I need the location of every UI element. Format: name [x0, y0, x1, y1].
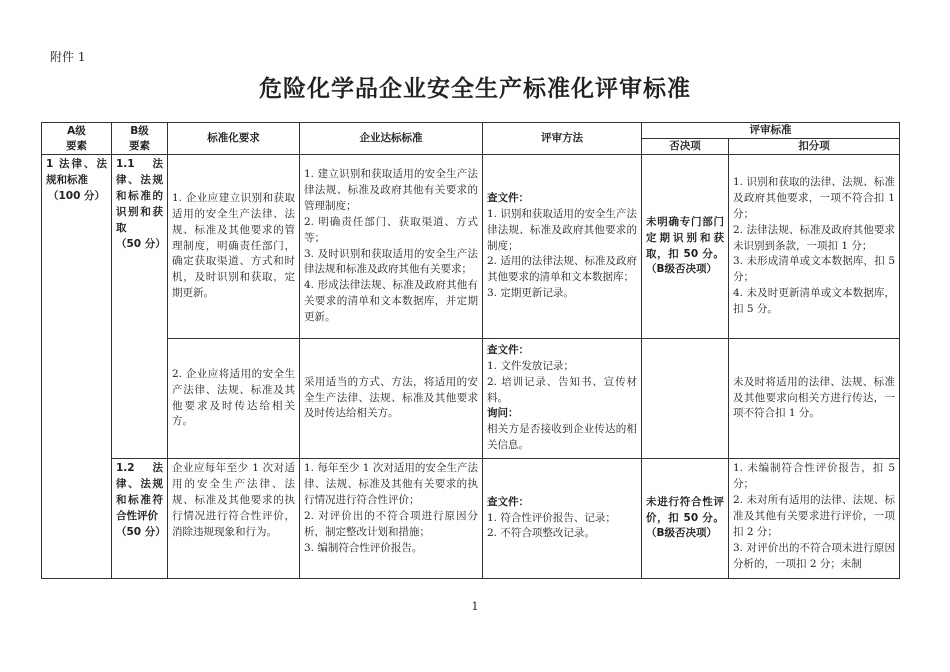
veto-cell: 未明确专门部门定期识别和获取，扣 50 分。（B级否决项） [642, 155, 729, 339]
deduct-cell: 未及时将适用的法律、法规、标准及其他要求向相关方进行传达，一项不符合扣 1 分。 [729, 339, 900, 459]
standard-cell: 采用适当的方式、方法，将适用的安全生产法律、法规、标准及其他要求及时传达给相关方。 [300, 339, 483, 459]
b-element-2-cell: 1.2 法律、法规和标准符合性评价 （50 分） [112, 459, 168, 579]
table-row [42, 339, 900, 459]
deduct-cell: 1. 未编制符合性评价报告，扣 5 分； 2. 未对所有适用的法律、法规、标准及其他有关要求进行评价，一项扣 2 分； 3. 对评价出的不符合项未进行原因分析的，一项扣 2 分；未制 [729, 459, 900, 579]
table-row [42, 155, 900, 339]
header-method: 评审方法 [483, 123, 642, 155]
b-element-1-cell: 1.1 法律、法规和标准的识别和获取 （50 分） [112, 155, 168, 459]
method-cell: 查文件： 1. 识别和获取适用的安全生产法律法规、标准及政府其他要求的制度； 2. 适用的法律法规、标准及政府其他要求的清单和文本数据库； 3. 定期更新记录。 [483, 155, 642, 339]
attachment-label: 附件 1 [50, 50, 86, 64]
a-element-cell: 1 法律、法规和标准 （100 分） [42, 155, 112, 579]
requirement-cell: 2. 企业应将适用的安全生产法律、法规、标准及其他要求及时传达给相关方。 [168, 339, 300, 459]
header-deduct: 扣分项 [729, 139, 900, 155]
header-b-element: B级 要素 [112, 123, 168, 155]
requirement-cell: 1. 企业应建立识别和获取适用的安全生产法律、法规、标准及其他要求的管理制度，明确责任部门，确定获取渠道、方式和时机，及时识别和获取，定期更新。 [168, 155, 300, 339]
standards-table [41, 122, 900, 579]
veto-cell: 未进行符合性评价，扣 50 分。（B级否决项） [642, 459, 729, 579]
header-a-element: A级 要素 [42, 123, 112, 155]
header-veto: 否决项 [642, 139, 729, 155]
table-row [42, 459, 900, 579]
header-standard: 企业达标标准 [300, 123, 483, 155]
deduct-cell: 1. 识别和获取的法律、法规、标准及政府其他要求，一项不符合扣 1 分； 2. 法律法规、标准及政府其他要求未识别到条款，一项扣 1 分； 3. 未形成清单或文本数据库，扣 5 分； 4. 未及时更新清单或文本数据库，扣 5 分。 [729, 155, 900, 339]
method-cell: 查文件： 1. 符合性评价报告、记录； 2. 不符合项整改记录。 [483, 459, 642, 579]
standard-cell: 1. 每年至少 1 次对适用的安全生产法律、法规、标准及其他有关要求的执行情况进行符合性评价； 2. 对评价出的不符合项进行原因分析，制定整改计划和措施； 3. 编制符合性评价报告。 [300, 459, 483, 579]
method-cell: 查文件： 1. 文件发放记录； 2. 培训记录、告知书、宣传材料。 询问： 相关方是否接收到企业传达的相关信息。 [483, 339, 642, 459]
header-criteria: 评审标准 [642, 123, 900, 139]
standard-cell: 1. 建立识别和获取适用的安全生产法律法规、标准及政府其他有关要求的管理制度； 2. 明确责任部门、获取渠道、方式等； 3. 及时识别和获取适用的安全生产法律法规和标准及政府其他有关要求； 4. 形成法律法规、标准及政府其他有关要求的清单和文本数据库，并定期更新。 [300, 155, 483, 339]
document-title: 危险化学品企业安全生产标准化评审标准 [259, 76, 691, 102]
requirement-cell: 企业应每年至少 1 次对适用的安全生产法律、法规、标准及其他要求的执行情况进行符合性评价，消除违规现象和行为。 [168, 459, 300, 579]
header-row-1 [42, 123, 900, 139]
page-number: 1 [471, 600, 479, 613]
header-requirement: 标准化要求 [168, 123, 300, 155]
veto-cell-empty [642, 339, 729, 459]
